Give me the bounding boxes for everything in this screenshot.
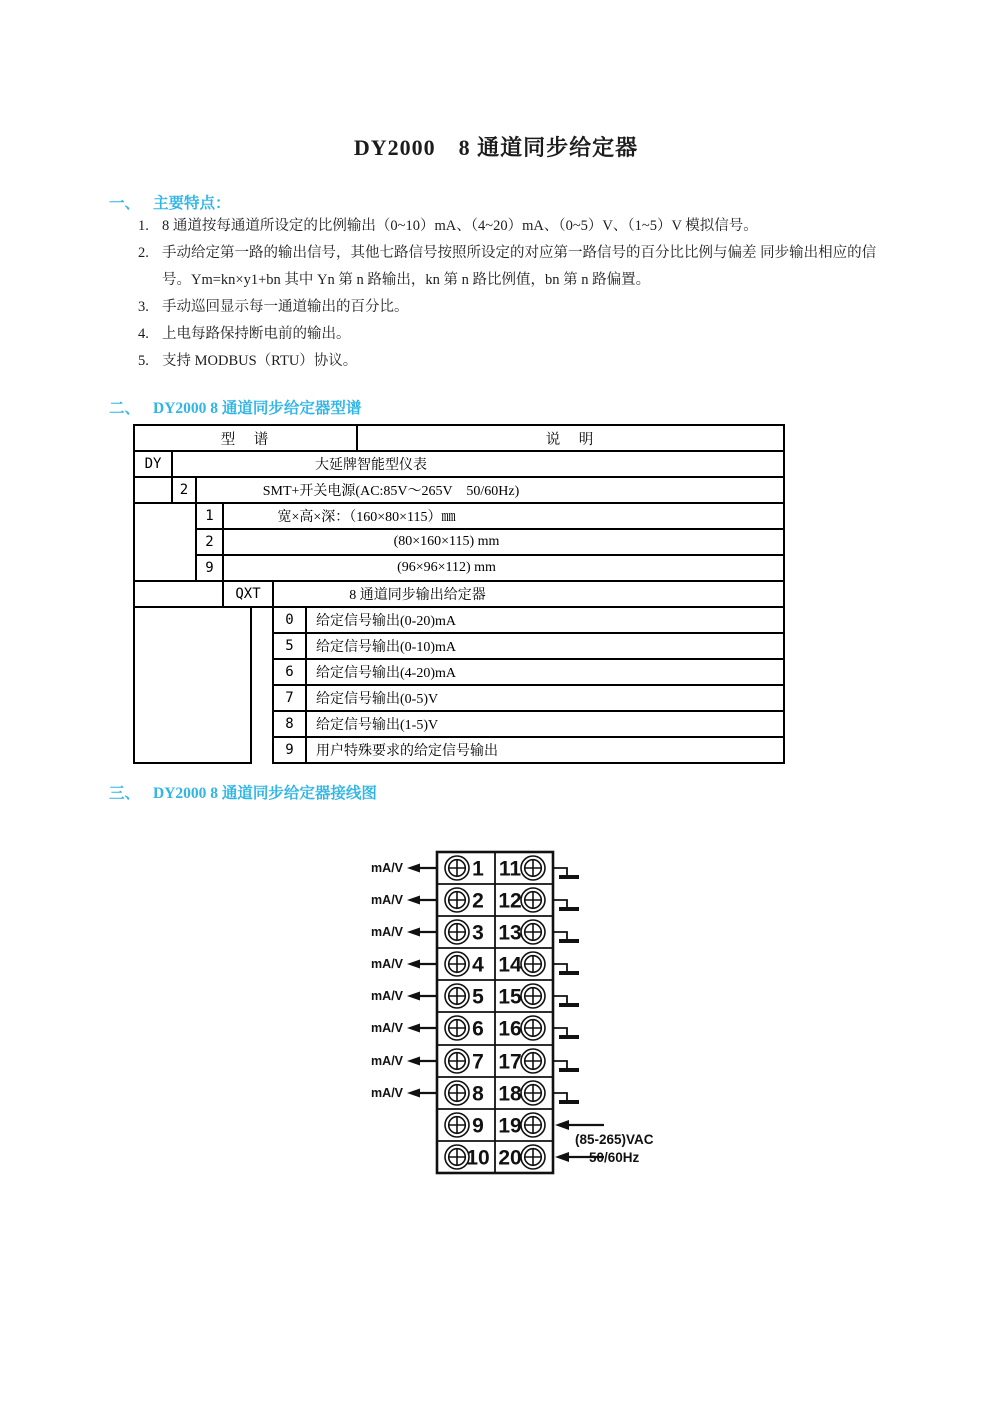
model-desc-cell: 给定信号输出(4-20)mA [306,659,784,685]
feature-text: 支持 MODBUS（RTU）协议。 [162,353,358,369]
terminal-screw-icon [445,888,469,912]
ground-icon [553,1093,579,1102]
model-key-cell: 6 [273,659,306,685]
output-signal-labels [371,861,404,1100]
terminal-number: 9 [472,1114,484,1138]
terminal-number: 3 [472,921,484,945]
ground-icon [553,1061,579,1070]
terminal-number: 1 [472,857,484,881]
feature-text: 8 通道按每通道所设定的比例输出（0~10）mA、（4~20）mA、（0~5）V、（1~5）V 模拟信号。 [162,218,758,234]
spacer-cell [251,685,273,711]
table-row [134,529,784,555]
feature-indent [138,267,162,294]
terminal-number: 20 [498,1146,522,1170]
output-arrow-icon [407,1024,437,1033]
table-row [134,607,784,633]
header-description: 说 明 [357,425,784,451]
terminal-screw-icon [521,952,545,976]
section-3-number: 三、 [109,785,141,802]
ground-icons [553,868,579,1102]
terminal-screw-icon [521,920,545,944]
feature-number: 1. [138,218,149,234]
terminal-number: 18 [498,1082,522,1106]
model-desc-cell: 给定信号输出(0-10)mA [306,633,784,659]
terminal-screw-icon [521,1049,545,1073]
output-arrow-icons [407,864,437,1098]
feature-text: 手动巡回显示每一通道输出的百分比。 [162,299,409,315]
feature-number: 4. [138,326,149,342]
model-desc-cell: 大延牌智能型仪表 [172,451,784,477]
output-arrow-icon [407,896,437,905]
section-1-heading [109,191,231,213]
feature-number: 5. [138,353,149,369]
spacer-cell [251,737,273,763]
terminal-number: 12 [498,889,522,913]
output-arrow-icon [407,992,437,1001]
model-desc-cell: 给定信号输出(0-20)mA [306,607,784,633]
terminal-screw-icon [445,1081,469,1105]
feature-item [138,240,918,267]
terminal-number: 15 [498,985,522,1009]
feature-item [138,348,918,375]
section-3-title: DY2000 8 通道同步给定器接线图 [153,785,377,802]
section-1-title: 主要特点： [153,195,231,212]
section-2-title: DY2000 8 通道同步给定器型谱 [153,400,362,417]
feature-text: 上电每路保持断电前的输出。 [162,326,351,342]
feature-item [138,321,918,348]
empty-cell [134,581,223,607]
model-key-cell: QXT [223,581,273,607]
model-desc-cell: 给定信号输出(1-5)V [306,711,784,737]
table-header-row [134,425,784,451]
power-voltage-label: (85-265)VAC [575,1132,654,1147]
output-signal-label: mA/V [371,1086,403,1100]
feature-text: 号。Ym=kn×y1+bn 其中 Yn 第 n 路输出，kn 第 n 路比例值，bn 第 n 路偏置。 [162,272,651,288]
section-1-number: 一、 [109,195,141,212]
model-desc-cell: (96×96×112) mm [223,555,784,581]
terminal-screw-icon [521,1113,545,1137]
output-signal-label: mA/V [371,893,403,907]
output-arrow-icon [407,1089,437,1098]
ground-icon [553,996,579,1005]
output-arrow-icon [407,928,437,937]
terminal-number: 11 [498,857,522,881]
output-arrow-icon [407,1057,437,1066]
header-model-spectrum: 型 谱 [134,425,357,451]
terminal-screw-icon [521,888,545,912]
terminal-screw-icon [521,1081,545,1105]
output-arrow-icon [407,960,437,969]
model-key-cell: 9 [196,555,223,581]
terminal-screw-icon [445,984,469,1008]
terminal-screw-icon [521,856,545,880]
section-2-number: 二、 [109,400,141,417]
spacer-cell [251,711,273,737]
empty-cell [134,607,251,763]
terminal-screw-icon [445,856,469,880]
terminal-screw-icon [445,952,469,976]
model-key-cell: 2 [172,477,196,503]
feature-number: 2. [138,245,149,261]
table-row [134,503,784,529]
features-list [138,213,918,375]
terminal-number: 17 [498,1050,522,1074]
output-signal-label: mA/V [371,957,403,971]
ground-icon [553,1028,579,1037]
model-key-cell: 2 [196,529,223,555]
table-row [134,477,784,503]
table-row [134,581,784,607]
feature-item [138,213,918,240]
section-3-heading [109,781,377,803]
wiring-diagram [337,840,717,1192]
ground-icon [553,868,579,877]
model-spectrum-table [133,424,785,764]
terminal-number: 10 [466,1146,490,1170]
spacer-cell [251,607,273,633]
terminal-number: 16 [498,1017,522,1041]
output-signal-label: mA/V [371,989,403,1003]
output-signal-label: mA/V [371,1054,403,1068]
model-desc-cell: (80×160×115) mm [223,529,784,555]
ground-icon [553,900,579,909]
ground-icon [553,964,579,973]
terminal-screw-icon [445,1049,469,1073]
model-key-cell: 5 [273,633,306,659]
table-row [134,451,784,477]
terminal-number: 2 [472,889,484,913]
model-desc-cell: 8 通道同步输出给定器 [273,581,784,607]
model-key-cell: 7 [273,685,306,711]
terminal-number: 19 [498,1114,522,1138]
terminal-number: 5 [472,985,484,1009]
power-frequency-label: 50/60Hz [589,1150,640,1165]
feature-number: 3. [138,299,149,315]
feature-item [138,294,918,321]
ground-icon [553,932,579,941]
output-arrow-icon [407,864,437,873]
power-arrow-icon [555,1120,604,1130]
model-desc-cell: 宽×高×深：（160×80×115）㎜ [223,503,784,529]
model-desc-cell: 用户特殊要求的给定信号输出 [306,737,784,763]
terminal-screw-icon [521,984,545,1008]
model-key-cell: 0 [273,607,306,633]
output-signal-label: mA/V [371,925,403,939]
output-signal-label: mA/V [371,861,403,875]
model-desc-cell: SMT+开关电源(AC:85V～265V 50/60Hz) [196,477,784,503]
terminal-screw-icon [521,1016,545,1040]
terminal-number: 13 [498,921,522,945]
terminal-number: 4 [472,953,484,977]
spacer-cell [251,633,273,659]
model-key-cell: DY [134,451,172,477]
section-2-heading [109,396,361,418]
model-key-cell: 8 [273,711,306,737]
terminal-screw-icon [445,1113,469,1137]
terminal-screw-icon [445,920,469,944]
terminal-number: 14 [498,953,522,977]
output-signal-label: mA/V [371,1021,403,1035]
terminal-number: 8 [472,1082,484,1106]
model-key-cell: 1 [196,503,223,529]
table-row [134,555,784,581]
terminal-screw-icon [521,1145,545,1169]
feature-item-continuation [138,267,918,294]
empty-cell [134,477,172,503]
page-title: DY2000 8 通道同步给定器 [353,135,639,160]
model-key-cell: 9 [273,737,306,763]
terminal-number: 7 [472,1050,484,1074]
feature-text: 手动给定第一路的输出信号，其他七路信号按照所设定的对应第一路信号的百分比比例与偏差 同步输出相应的信 [162,245,877,261]
model-desc-cell: 给定信号输出(0-5)V [306,685,784,711]
terminal-number: 6 [472,1017,484,1041]
empty-cell [134,503,196,581]
terminal-screw-icon [445,1016,469,1040]
spacer-cell [251,659,273,685]
